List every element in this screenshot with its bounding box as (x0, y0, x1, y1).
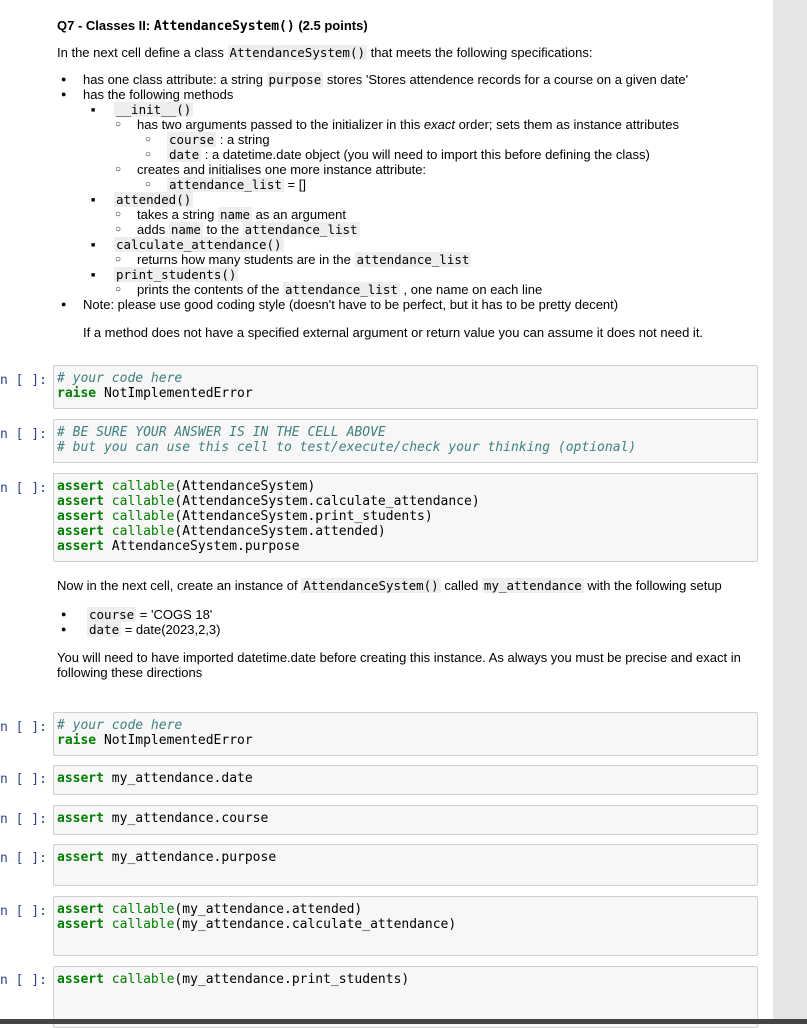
list-item: ● has one class attribute: a string purpose stores 'Stores attendence records for a course on a given date' (57, 72, 747, 87)
method-print-students: ■ print_students() (57, 267, 747, 282)
instance-intro: Now in the next cell, create an instance of AttendanceSystem() called my_attendance with the following setup (57, 578, 722, 593)
method-calculate-attendance: ■ calculate_attendance() (57, 237, 747, 252)
code-cell-test-methods[interactable]: assert callable(my_attendance.attended) assert callable(my_attendance.calculate_attendance) (53, 896, 758, 956)
list-item: ● date = date(2023,2,3) (57, 622, 747, 637)
q7-intro: In the next cell define a class AttendanceSystem() that meets the following specifications: (57, 45, 593, 60)
code-cell-test-purpose[interactable]: assert my_attendance.purpose (53, 844, 758, 886)
list-item: ○ prints the contents of the attendance_list , one name on each line (57, 282, 747, 297)
list-item: ○ returns how many students are in the attendance_list (57, 252, 747, 267)
list-item: ● course = 'COGS 18' (57, 607, 747, 622)
cell-prompt: n [ ]: (0, 427, 47, 442)
spec-list (57, 72, 747, 312)
instance-instructions (57, 578, 747, 680)
method-init: ■ __init__() (57, 102, 747, 117)
bottom-edge (0, 1019, 807, 1024)
list-item: ○ course : a string (57, 132, 747, 147)
list-item: ○ attendance_list = [] (57, 177, 747, 192)
cell-prompt: n [ ]: (0, 851, 47, 866)
cell-prompt: n [ ]: (0, 720, 47, 735)
list-item: ○ creates and initialises one more instance attribute: (57, 162, 747, 177)
q7-heading: Q7 - Classes II: AttendanceSystem() (2.5 points) (57, 18, 368, 34)
code-cell-answer-2[interactable]: # your code here raise NotImplementedError (53, 712, 758, 756)
list-item: ○ takes a string name as an argument (57, 207, 747, 222)
cell-prompt: n [ ]: (0, 904, 47, 919)
list-item: ○ adds name to the attendance_list (57, 222, 747, 237)
list-item: ○ has two arguments passed to the initializer in this exact order; sets them as instance attributes (57, 117, 747, 132)
cell-prompt: n [ ]: (0, 373, 47, 388)
code-cell-tests-class[interactable]: assert callable(AttendanceSystem) assert callable(AttendanceSystem.calculate_attendance) assert callable(AttendanceSystem.print_students) assert callable(AttendanceSystem.attended) assert AttendanceSystem.purpose (53, 473, 758, 562)
instance-note: You will need to have imported datetime.date before creating this instance. As always you must be precise and exact in following these directions (57, 650, 741, 680)
list-item: ● has the following methods (57, 87, 747, 102)
cell-prompt: n [ ]: (0, 772, 47, 787)
code-cell-test-print[interactable]: assert callable(my_attendance.print_students) (53, 966, 758, 1028)
list-item: ● Note: please use good coding style (doesn't have to be perfect, but it has to be pretty decent) (57, 297, 747, 312)
cell-prompt: n [ ]: (0, 973, 47, 988)
q7-note: If a method does not have a specified external argument or return value you can assume it does not need it. (83, 325, 704, 340)
cell-prompt: n [ ]: (0, 481, 47, 496)
code-cell-test-date[interactable]: assert my_attendance.date (53, 765, 758, 795)
code-cell-answer-1[interactable]: # your code here raise NotImplementedError (53, 365, 758, 409)
code-cell-scratch[interactable]: # BE SURE YOUR ANSWER IS IN THE CELL ABOVE # but you can use this cell to test/execute/check your thinking (optional) (53, 419, 758, 463)
q7-instructions (57, 18, 747, 340)
list-item: ○ date : a datetime.date object (you will need to import this before defining the class) (57, 147, 747, 162)
method-attended: ■ attended() (57, 192, 747, 207)
right-gutter (773, 0, 807, 1024)
setup-list (57, 607, 747, 637)
cell-prompt: n [ ]: (0, 812, 47, 827)
code-cell-test-course[interactable]: assert my_attendance.course (53, 805, 758, 835)
